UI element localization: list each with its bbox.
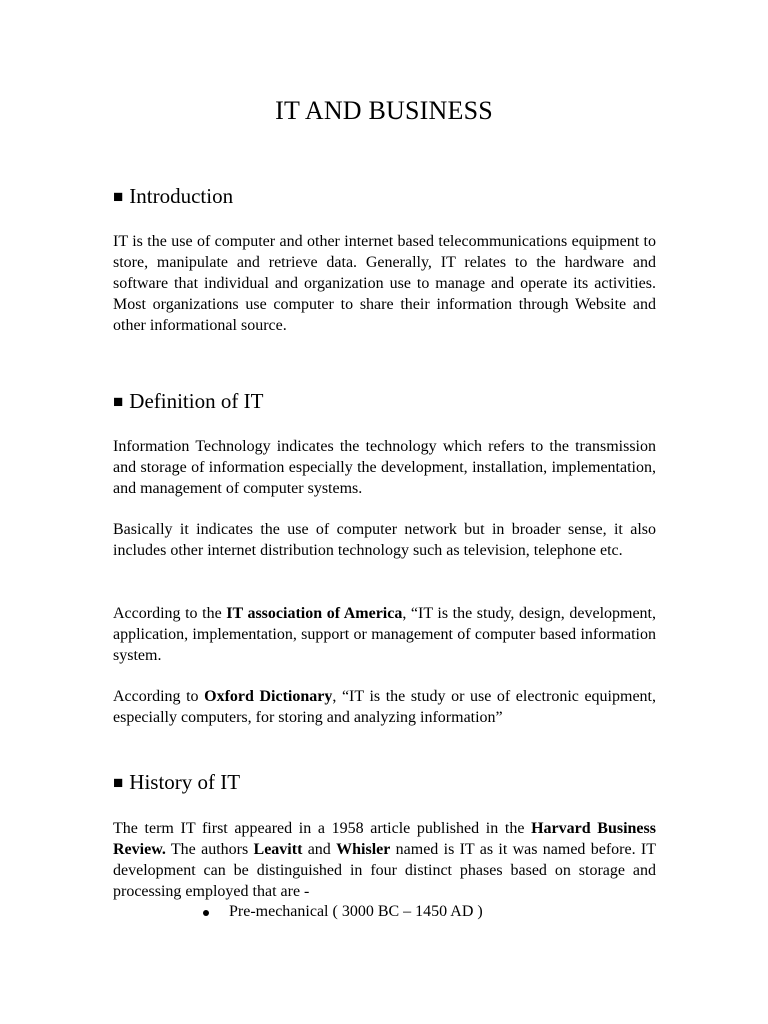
definition-paragraph-1: Information Technology indicates the technology which refers to the transmission and storage of information especially the development, installation, implementation, and management of computer systems. [113,438,656,497]
bold-term: Whisler [336,841,391,858]
square-bullet-icon: ■ [113,187,124,206]
definition-paragraph-3 [113,603,656,666]
text-span: and [302,841,337,858]
section-heading-history [113,770,240,795]
bold-term: IT association of America [226,605,403,622]
text-span: named is IT as it was named before. IT development can be distinguished in four distinct phases based on storage and processing employed that are - [113,841,657,900]
list-item [203,903,483,921]
history-phase-list [203,903,483,921]
text-span: According to [113,688,205,705]
definition-paragraph-2: Basically it indicates the use of computer network but in broader sense, it also includes other internet distribution technology such as television, telephone etc. [113,521,656,559]
section-heading-definition [113,389,263,414]
square-bullet-icon: ■ [113,392,124,411]
round-bullet-icon [203,910,209,916]
definition-paragraph-4 [113,686,656,728]
text-span: The term IT first appeared in a 1958 article published in the [113,820,532,837]
introduction-paragraph: IT is the use of computer and other internet based telecommunications equipment to store, manipulate and retrieve data. Generally, IT relates to the hardware and software that individual and organization use to manage and operate its activities. Most organizations use computer to share their information through Website and other informational source. [113,233,656,334]
section-heading-introduction [113,184,233,209]
text-span: According to the [113,605,227,622]
text-span: , “IT is the study, design, development, application, implementation, support or management of computer based information system. [113,605,657,664]
bold-term: Leavitt [253,841,303,858]
list-item-label: Pre-mechanical ( 3000 BC – 1450 AD ) [229,903,483,920]
text-span: The authors [165,841,254,858]
text-span: , “IT is the study or use of electronic equipment, especially computers, for storing and analyzing information” [113,688,656,726]
history-paragraph-1 [113,818,656,902]
bold-term: Harvard Business Review. [113,820,656,858]
square-bullet-icon: ■ [113,773,124,792]
document-title: IT AND BUSINESS [275,96,493,125]
section-heading-label: Introduction [129,184,234,208]
section-heading-label: History of IT [129,770,241,794]
bold-term: Oxford Dictionary [204,688,333,705]
section-heading-label: Definition of IT [129,389,264,413]
